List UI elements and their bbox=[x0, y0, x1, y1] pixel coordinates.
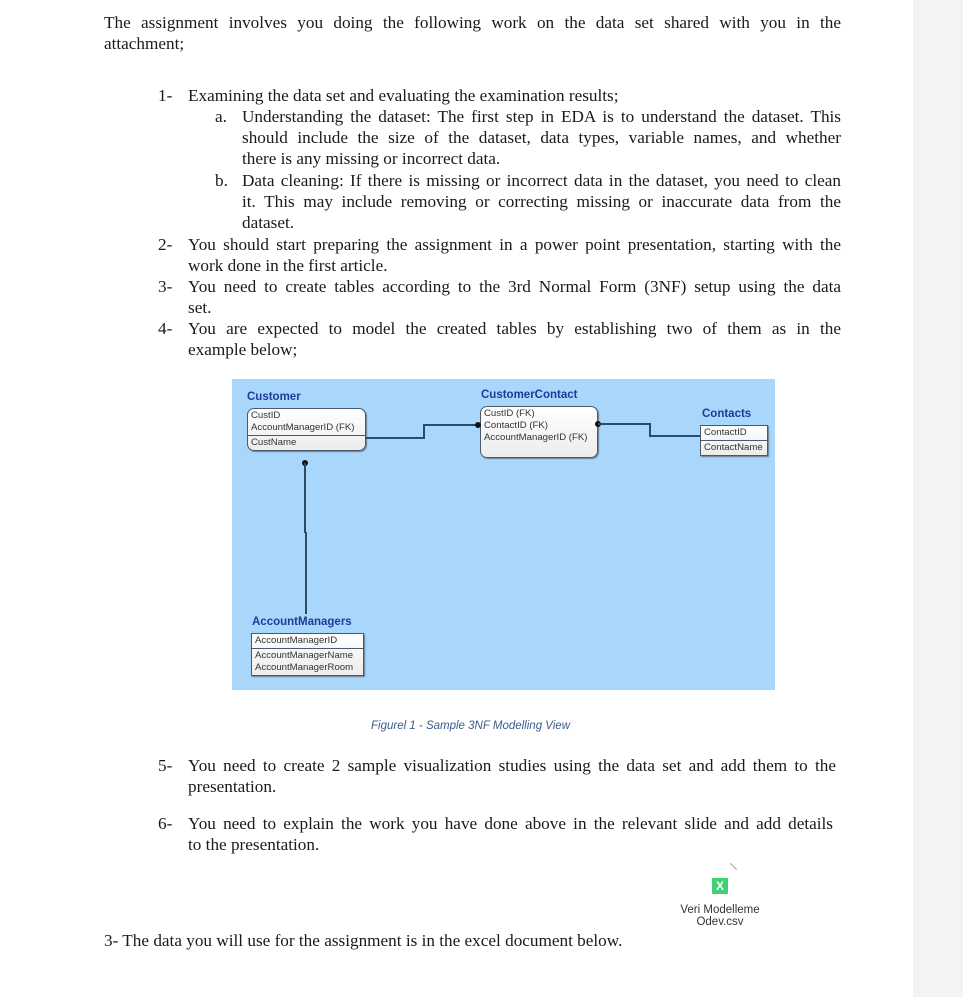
figure-caption: Figurel 1 - Sample 3NF Modelling View bbox=[371, 720, 570, 732]
item-1-text: Examining the data set and evaluating the examination results; bbox=[188, 86, 619, 105]
relationship-line bbox=[365, 437, 424, 439]
relationship-endpoint-icon bbox=[475, 422, 481, 428]
entity-contacts-title: Contacts bbox=[702, 408, 752, 420]
item-2-number: 2- bbox=[158, 235, 173, 254]
item-1b-line-1: Data cleaning: If there is missing or incorrect data in the dataset, you need to clean bbox=[242, 171, 841, 190]
item-1a-letter: a. bbox=[215, 107, 227, 126]
item-1-number: 1- bbox=[158, 86, 173, 105]
3nf-diagram bbox=[232, 379, 775, 690]
relationship-line bbox=[649, 435, 700, 437]
entity-contacts bbox=[700, 425, 768, 456]
item-6-line-2: to the presentation. bbox=[188, 835, 320, 854]
data-note: 3- The data you will use for the assignment is in the excel document below. bbox=[104, 931, 623, 950]
entity-accountmanagers bbox=[251, 633, 364, 676]
item-5-number: 5- bbox=[158, 756, 173, 775]
page-margin-strip bbox=[913, 0, 963, 997]
entity-customercontact bbox=[480, 406, 598, 458]
field: ContactName bbox=[704, 442, 763, 453]
item-6-number: 6- bbox=[158, 814, 173, 833]
attachment-name-line-2: Odev.csv bbox=[696, 916, 744, 928]
item-3-line-2: set. bbox=[188, 298, 212, 317]
item-2-line-2: work done in the first article. bbox=[188, 256, 388, 275]
relationship-line bbox=[423, 424, 425, 439]
item-1a-line-2: should include the size of the dataset, data types, variable names, and whether bbox=[242, 128, 841, 147]
attachment-corner-mark bbox=[730, 863, 737, 870]
entity-customercontact-title: CustomerContact bbox=[481, 389, 578, 401]
field: CustName bbox=[251, 437, 297, 448]
item-4-line-1: You are expected to model the created tables by establishing two of them as in the bbox=[188, 319, 841, 338]
entity-customer-title: Customer bbox=[247, 391, 301, 403]
item-1a-line-1: Understanding the dataset: The first step in EDA is to understand the dataset. This bbox=[242, 107, 841, 126]
item-1b-line-2: it. This may include removing or correcting missing or inaccurate data from the bbox=[242, 192, 841, 211]
item-4-number: 4- bbox=[158, 319, 173, 338]
item-1a-line-3: there is any missing or incorrect data. bbox=[242, 149, 501, 168]
field: AccountManagerID (FK) bbox=[251, 422, 355, 433]
item-5-line-1: You need to create 2 sample visualization studies using the data set and add them to the bbox=[188, 756, 836, 775]
field: AccountManagerName bbox=[255, 650, 354, 661]
item-3-line-1: You need to create tables according to the 3rd Normal Form (3NF) setup using the data bbox=[188, 277, 841, 296]
relationship-line bbox=[304, 463, 306, 533]
item-2-line-1: You should start preparing the assignment in a power point presentation, starting with the bbox=[188, 235, 841, 254]
item-3-number: 3- bbox=[158, 277, 173, 296]
item-1b-letter: b. bbox=[215, 171, 228, 190]
item-5-line-2: presentation. bbox=[188, 777, 277, 796]
relationship-line bbox=[305, 532, 307, 614]
field: AccountManagerID (FK) bbox=[484, 432, 588, 443]
item-6-line-1: You need to explain the work you have done above in the relevant slide and add details bbox=[188, 814, 833, 833]
field: AccountManagerID bbox=[255, 635, 338, 646]
field: ContactID (FK) bbox=[484, 420, 548, 431]
field: CustID bbox=[251, 410, 281, 421]
entity-customer bbox=[247, 408, 366, 451]
attachment-name-line-1: Veri Modelleme bbox=[680, 904, 760, 916]
field: CustID (FK) bbox=[484, 408, 535, 419]
field: AccountManagerRoom bbox=[255, 662, 354, 673]
item-1b-line-3: dataset. bbox=[242, 213, 295, 232]
relationship-line bbox=[423, 424, 479, 426]
entity-accountmanagers-title: AccountManagers bbox=[252, 616, 352, 628]
field: ContactID bbox=[704, 427, 747, 438]
excel-file-icon[interactable]: X bbox=[712, 878, 728, 894]
attachment-veri-modelleme-csv[interactable] bbox=[668, 870, 772, 928]
item-4-line-2: example below; bbox=[188, 340, 298, 359]
intro-line-2: attachment; bbox=[104, 34, 185, 53]
intro-line-1: The assignment involves you doing the following work on the data set shared with you in the bbox=[104, 13, 841, 32]
relationship-line bbox=[598, 423, 650, 425]
